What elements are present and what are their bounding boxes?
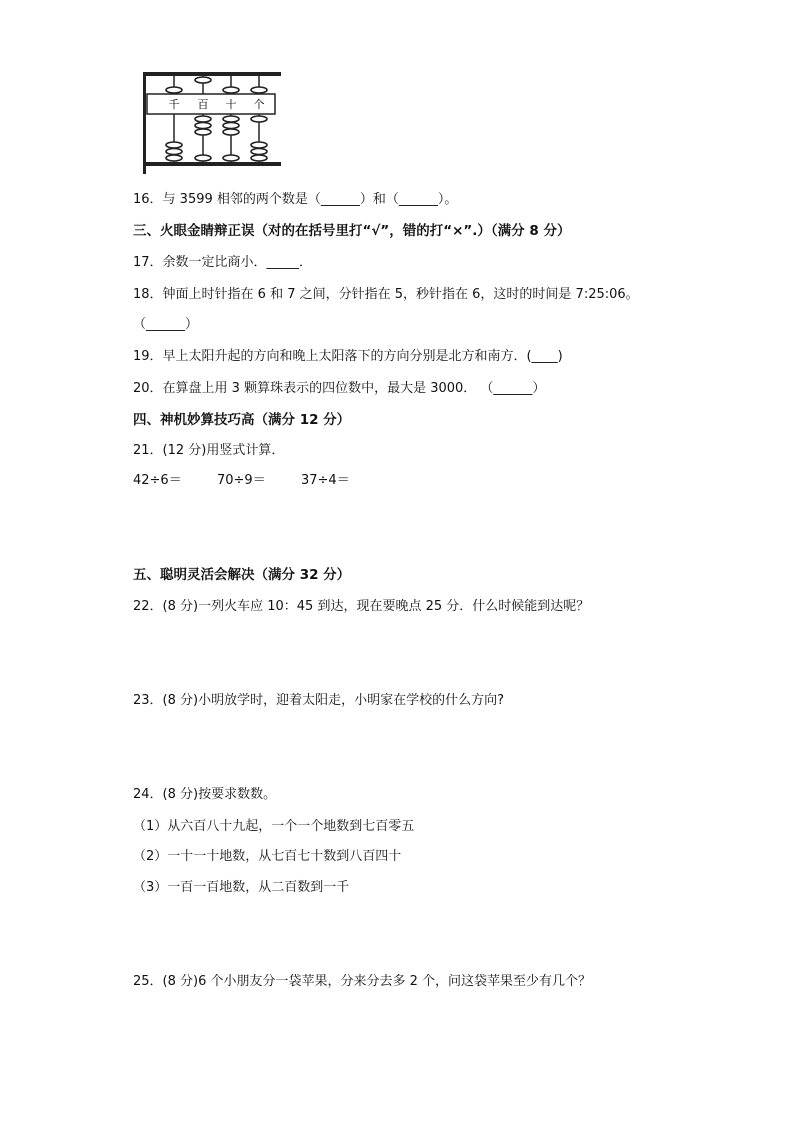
section-3-heading: 三、火眼金睛辩正误（对的在括号里打“√”，错的打“×”.）（满分 8 分）: [133, 223, 571, 239]
abacus-bead: [251, 87, 267, 93]
question-22: 22．(8 分)一列火车应 10：45 到达，现在要晚点 25 分．什么时候能到达呢？: [133, 599, 590, 614]
question-25: 25．(8 分)6 个小朋友分一袋苹果，分来分去多 2 个，问这袋苹果至少有几个？: [133, 974, 592, 989]
question-24: 24．(8 分)按要求数数。: [133, 787, 277, 802]
question-16: 16．与 3599 相邻的两个数是（______）和（______）。: [133, 192, 458, 207]
abacus-bead: [223, 155, 239, 161]
abacus-bead: [195, 116, 211, 122]
abacus-bead: [195, 77, 211, 83]
abacus-bead: [195, 155, 211, 161]
question-24-item-2: （2）一十一十地数，从七百七十数到八百四十: [133, 849, 402, 864]
question-21: 21．(12 分)用竖式计算．: [133, 443, 285, 458]
question-24-item-3: （3）一百一百地数，从二百数到一千: [133, 880, 350, 895]
abacus-bead: [195, 129, 211, 135]
abacus-bead: [223, 116, 239, 122]
calc-item: 42÷6＝: [133, 473, 182, 488]
abacus-bead: [251, 142, 267, 148]
calc-item: 70÷9＝: [217, 473, 266, 488]
abacus-bottom-frame: [143, 162, 281, 166]
abacus-label-tens: 十: [225, 98, 237, 111]
abacus-label-thousands: 千: [168, 98, 180, 111]
question-19: 19．早上太阳升起的方向和晚上太阳落下的方向分别是北方和南方．(____): [133, 349, 563, 364]
abacus-beads: [166, 77, 267, 161]
abacus-left-post: [143, 72, 146, 174]
question-23: 23．(8 分)小明放学时，迎着太阳走，小明家在学校的什么方向?: [133, 693, 504, 708]
question-17: 17．余数一定比商小．_____．: [133, 255, 313, 270]
abacus-bead: [251, 149, 267, 155]
abacus-label-hundreds: 百: [197, 98, 209, 111]
abacus-bead: [166, 142, 182, 148]
question-18: 18．钟面上时针指在 6 和 7 之间，分针指在 5，秒针指在 6，这时的时间是 7:25:06。: [133, 287, 639, 302]
abacus-bead: [166, 155, 182, 161]
abacus-bead: [251, 155, 267, 161]
question-20: 20．在算盘上用 3 颗算珠表示的四位数中，最大是 3000． （______）: [133, 381, 546, 396]
calc-item: 37÷4＝: [301, 473, 350, 488]
abacus-bead: [166, 149, 182, 155]
abacus-rods: [174, 76, 259, 162]
section-5-heading: 五、聪明灵活会解决（满分 32 分）: [133, 567, 351, 583]
abacus-bead: [166, 87, 182, 93]
abacus-bead: [223, 87, 239, 93]
section-4-heading: 四、神机妙算技巧高（满分 12 分）: [133, 412, 351, 428]
abacus-bead: [251, 116, 267, 122]
abacus-label-ones: 个: [253, 98, 265, 111]
abacus-bead: [223, 123, 239, 129]
abacus-bead: [195, 123, 211, 129]
abacus-bead: [223, 129, 239, 135]
question-18-answer-blank: （______）: [133, 317, 199, 332]
abacus-figure: [141, 70, 283, 176]
question-21-calculations: [133, 472, 350, 490]
abacus-top-frame: [143, 72, 281, 76]
question-24-item-1: （1）从六百八十九起，一个一个地数到七百零五: [133, 819, 415, 834]
